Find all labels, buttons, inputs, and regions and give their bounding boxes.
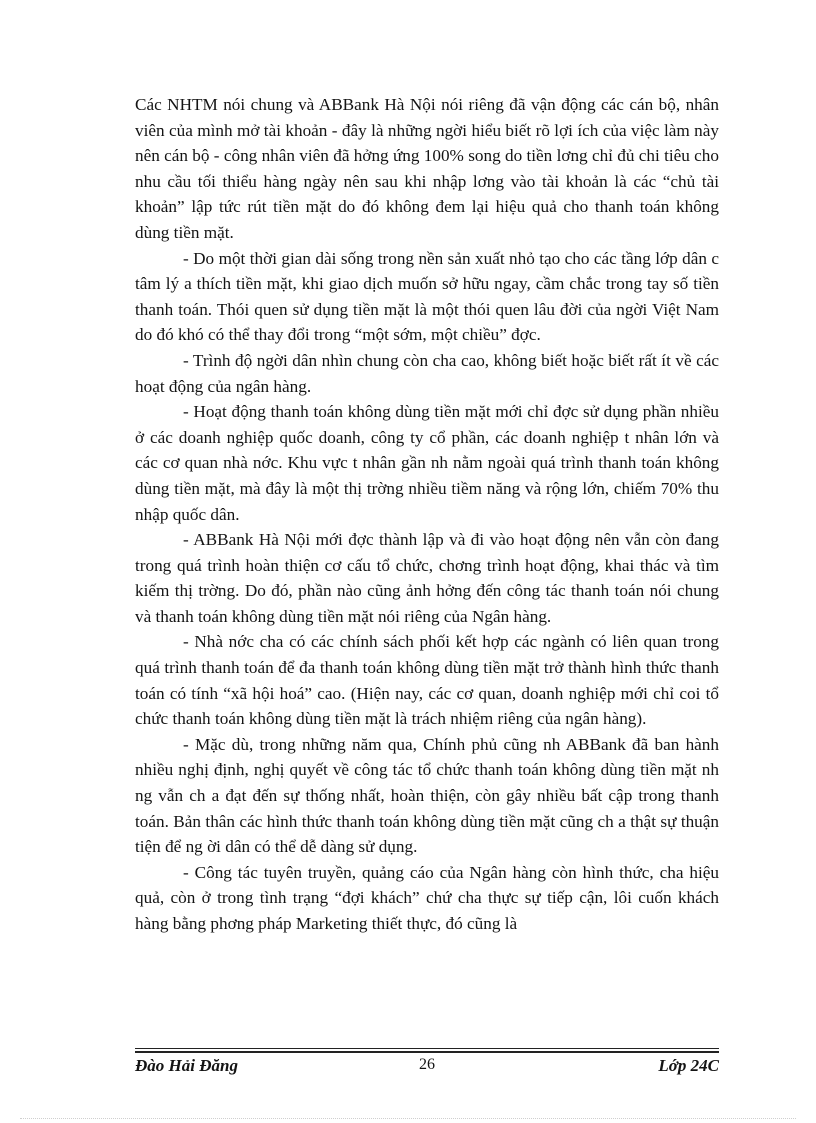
footer-author: Đào Hải Đăng [135, 1056, 238, 1075]
paragraph-4: - Hoạt động thanh toán không dùng tiền mặt mới chỉ đợc sử dụng phần nhiều ở các doanh nghiệp quốc doanh, công ty cổ phần, các doanh nghiệp t nhân lớn và các cơ quan nhà nớc. Khu vực t nhân gần nh nằm ngoài quá trình thanh toán không dùng tiền mặt, mà đây là một thị trờng nhiều tiềm năng và rộng lớn, chiếm 70% thu nhập quốc dân. [135, 402, 719, 524]
footer-divider-thick [135, 1051, 719, 1053]
page-number: 26 [419, 1056, 435, 1073]
footer-class-label: Lớp 24C [658, 1056, 719, 1075]
paragraph-8: - Công tác tuyên truyền, quảng cáo của Ngân hàng còn hình thức, cha hiệu quả, còn ở trong tình trạng “đợi khách” chứ cha thực sự tiếp cận, lôi cuốn khách hàng bằng phơng pháp Marketing thiết thực, đó cũng là [135, 862, 719, 933]
page-footer [135, 1054, 719, 1080]
paragraph-2: - Do một thời gian dài sống trong nền sản xuất nhỏ tạo cho các tầng lớp dân c tâm lý a thích tiền mặt, khi giao dịch muốn sở hữu ngay, cầm chắc trong tay số tiền thanh toán. Thói quen sử dụng tiền mặt là một thói quen lâu đời của ngời Việt Nam do đó khó có thể thay đổi trong “một sớm, một chiều” đợc. [135, 248, 719, 345]
page-bottom-edge [20, 1118, 796, 1119]
document-body [135, 92, 719, 937]
paragraph-1: Các NHTM nói chung và ABBank Hà Nội nói riêng đã vận động các cán bộ, nhân viên của mình mở tài khoản - đây là những ngời hiểu biết rõ lợi ích của việc làm này nên cán bộ - công nhân viên đã hởng ứng 100% song do tiền lơng chỉ đủ chi tiêu cho nhu cầu tối thiểu hàng ngày nên sau khi nhập lơng vào tài khoản là các “chủ tài khoản” lập tức rút tiền mặt do đó không đem lại hiệu quả cho thanh toán không dùng tiền mặt. [135, 95, 719, 242]
paragraph-3: - Trình độ ngời dân nhìn chung còn cha cao, không biết hoặc biết rất ít về các hoạt động của ngân hàng. [135, 350, 719, 396]
paragraph-5: - ABBank Hà Nội mới đợc thành lập và đi vào hoạt động nên vẫn còn đang trong quá trình hoàn thiện cơ cấu tổ chức, chơng trình hoạt động, khai thác và tìm kiếm thị trờng. Do đó, phần nào cũng ảnh hởng đến công tác thanh toán nói chung và thanh toán không dùng tiền mặt nói riêng của Ngân hàng. [135, 530, 719, 626]
footer-divider-thin [135, 1048, 719, 1049]
paragraph-6: - Nhà nớc cha có các chính sách phối kết hợp các ngành có liên quan trong quá trình thanh toán để đa thanh toán không dùng tiền mặt trở thành hình thức thanh toán có tính “xã hội hoá” cao. (Hiện nay, các cơ quan, doanh nghiệp mới chỉ coi tổ chức thanh toán không dùng tiền mặt là trách nhiệm riêng của ngân hàng). [135, 632, 719, 729]
paragraph-7: - Mặc dù, trong những năm qua, Chính phủ cũng nh ABBank đã ban hành nhiều nghị định, nghị quyết về công tác tổ chức thanh toán không dùng tiền mặt nh ng vẫn ch a đạt đến sự thống nhất, hoàn thiện, còn gây nhiều bất cập trong thanh toán. Bản thân các hình thức thanh toán không dùng tiền mặt cũng ch a thật sự thuận tiện để ng ời dân có thể dễ dàng sử dụng. [135, 734, 719, 857]
